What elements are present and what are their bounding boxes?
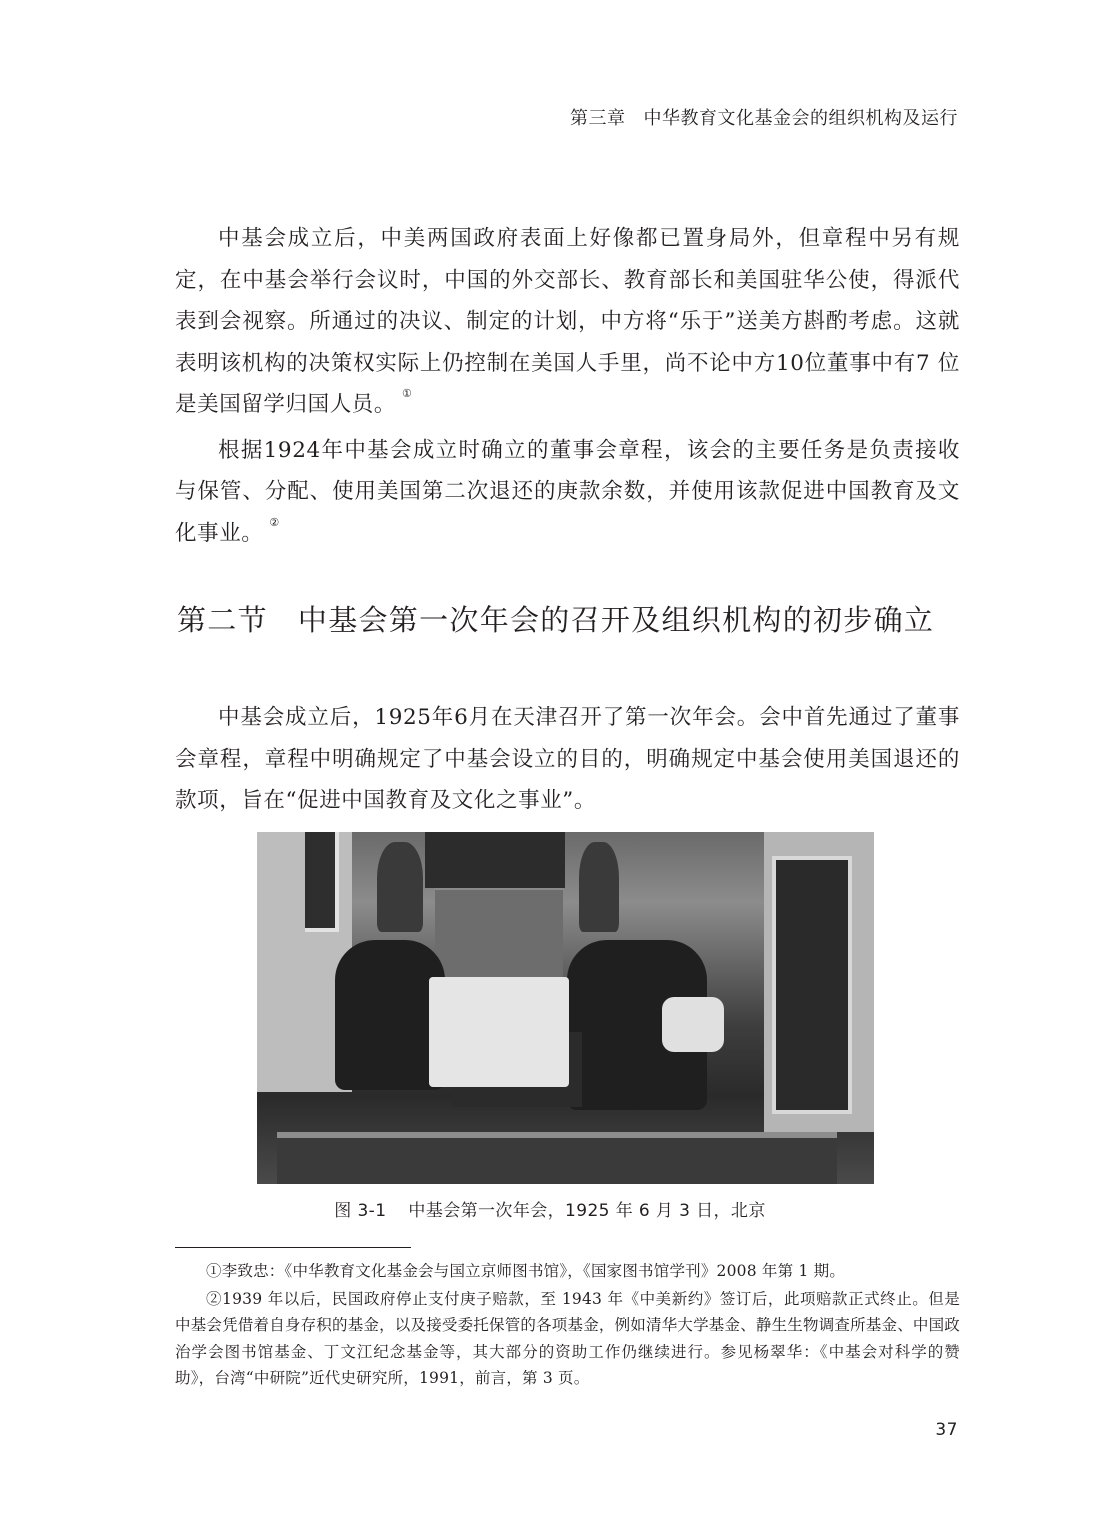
section-body bbox=[175, 697, 960, 822]
running-head bbox=[560, 104, 958, 130]
figure-caption-text: 中基会第一次年会，1925 年 6 月 3 日，北京 bbox=[408, 1201, 766, 1221]
chapter-number: 第三章 bbox=[570, 108, 626, 129]
chapter-title: 中华教育文化基金会的组织机构及运行 bbox=[643, 108, 958, 129]
paragraph: 根据1924年中基会成立时确立的董事会章程，该会的主要任务是负责接收与保管、分配、使用美国第二次退还的庚款余数，并使用该款促进中国教育及文化事业。 ② bbox=[175, 437, 960, 546]
footnote-divider bbox=[175, 1247, 411, 1248]
footnote-2: ②1939 年以后，民国政府停止支付庚子赔款，至 1943 年《中美新约》签订后，此项赔款正式终止。但是中基会凭借着自身存积的基金，以及接受委托保管的各项基金，例如清华大学基金、静生生物调查所基金、中国政治学会图书馆基金、丁文江纪念基金等，其大部分的资助工作仍继续进行。参见杨翠华：《中基会对科学的赞助》，台湾“中研院”近代史研究所，1991，前言，第 3 页。 bbox=[175, 1289, 961, 1387]
paragraph: 中基会成立后，中美两国政府表面上好像都已置身局外，但章程中另有规定，在中基会举行会议时，中国的外交部长、教育部长和美国驻华公使，得派代表到会视察。所通过的决议、制定的计划，中方将“乐于”送美方斟酌考虑。这就表明该机构的决策权实际上仍控制在美国人手里，尚不论中方10位董事中有7 位是美国留学归国人员。 ① bbox=[175, 226, 960, 417]
footnote-ref[interactable]: ① bbox=[402, 387, 413, 400]
paragraph: 中基会成立后，1925年6月在天津召开了第一次年会。会中首先通过了董事会章程，章程中明确规定了中基会设立的目的，明确规定中基会使用美国退还的款项，旨在“促进中国教育及文化之事业”。 bbox=[175, 705, 960, 813]
intro-section bbox=[175, 218, 960, 554]
figure-label: 图 3-1 bbox=[334, 1201, 387, 1221]
footnote-ref[interactable]: ② bbox=[269, 515, 280, 529]
section-heading bbox=[177, 598, 967, 639]
section-title-text: 中基会第一次年会的召开及组织机构的初步确立 bbox=[297, 603, 935, 637]
section-number: 第二节 bbox=[177, 603, 268, 637]
historical-photo bbox=[257, 832, 874, 1184]
page-number: 37 bbox=[935, 1420, 958, 1440]
footnotes bbox=[175, 1258, 960, 1392]
figure-caption bbox=[0, 1196, 1100, 1221]
footnote-1: ①李致忠：《中华教育文化基金会与国立京师图书馆》，《国家图书馆学刊》2008 年第 1 期。 bbox=[206, 1262, 846, 1280]
